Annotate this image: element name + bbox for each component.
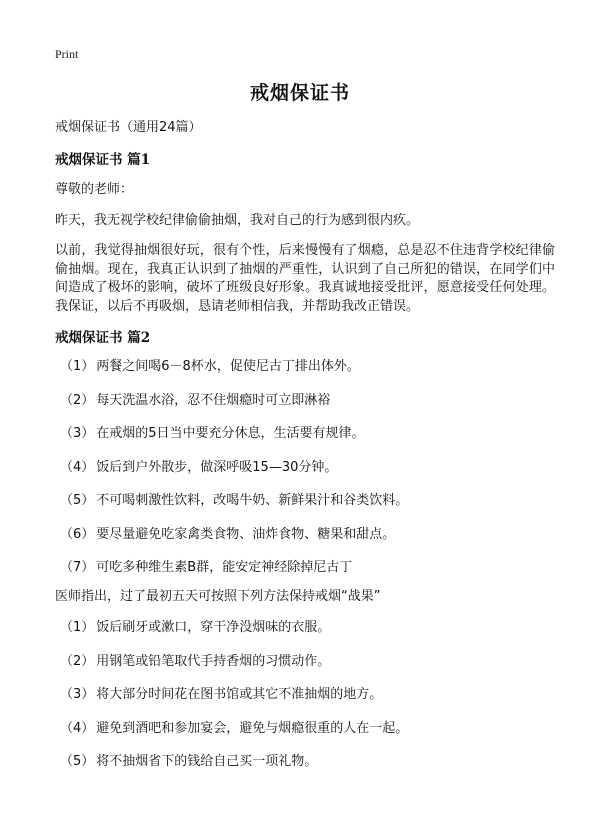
list-item-text: 可吃多种维生素B群，能安定神经除掉尼古丁 <box>96 560 353 575</box>
list-item-text: 将不抽烟省下的钱给自己买一项礼物。 <box>96 754 318 769</box>
list-item <box>55 559 555 577</box>
list-item-number: （1） <box>60 359 95 374</box>
list-item-number: （1） <box>60 620 95 635</box>
list-item-text: 要尽量避免吃家禽类食物、油炸食物、糖果和甜点。 <box>96 526 396 542</box>
list-item-text: 将大部分时间花在图书馆或其它不准抽烟的地方。 <box>96 687 383 702</box>
section-heading-2: 戒烟保证书 篇2 <box>55 330 151 346</box>
list-item-text: 不可喝刺激性饮料，改喝牛奶、新鲜果汁和谷类饮料。 <box>96 493 409 508</box>
document-subtitle: 戒烟保证书（通用24篇） <box>55 120 202 135</box>
list-item <box>55 619 555 637</box>
list-item-number: （5） <box>60 754 95 769</box>
section-heading-1: 戒烟保证书 篇1 <box>55 152 151 168</box>
list-item-number: （7） <box>60 560 95 575</box>
list-item-text: 饭后刷牙或漱口，穿干净没烟味的衣服。 <box>96 620 331 635</box>
doctor-note: 医师指出，过了最初五天可按照下列方法保持戒烟“战果” <box>55 589 381 604</box>
list-item-text: 在戒烟的5日当中要充分休息，生活要有规律。 <box>96 426 365 441</box>
list-item-number: （4） <box>60 720 95 736</box>
list-item-number: （3） <box>60 687 95 702</box>
list-item-number: （5） <box>60 493 95 508</box>
list-item <box>55 459 555 477</box>
paragraph-1: 昨天，我无视学校纪律偷偷抽烟，我对自己的行为感到很内疚。 <box>55 213 420 228</box>
list-item-text: 避免到酒吧和参加宴会，避免与烟瘾很重的人在一起。 <box>96 720 409 736</box>
list-item <box>55 653 555 671</box>
list-item-text: 饭后到户外散步，做深呼吸15—30分钟。 <box>96 459 338 475</box>
list-item <box>55 720 555 738</box>
list-item-number: （4） <box>60 459 95 475</box>
tips-list-1 <box>55 358 555 577</box>
list-item-number: （2） <box>60 653 95 669</box>
list-item-text: 每天洗温水浴，忍不住烟瘾时可立即淋裕 <box>96 392 331 408</box>
list-item <box>55 686 555 704</box>
list-item <box>55 492 555 510</box>
list-item <box>55 392 555 410</box>
list-item-number: （2） <box>60 392 95 408</box>
print-link[interactable]: Print <box>55 47 79 61</box>
list-item <box>55 358 555 376</box>
list-item-text: 用钢笔或铅笔取代手持香烟的习惯动作。 <box>96 653 331 669</box>
list-item <box>55 425 555 443</box>
list-item <box>55 753 555 771</box>
list-item-number: （6） <box>60 526 95 542</box>
document-body <box>55 119 555 787</box>
list-item-number: （3） <box>60 426 95 441</box>
list-item <box>55 526 555 544</box>
list-item-text: 两餐之间喝6－8杯水，促使尼古丁排出体外。 <box>96 359 360 374</box>
paragraph-2: 以前，我觉得抽烟很好玩，很有个性，后来慢慢有了烟瘾，总是忍不住违背学校纪律偷偷抽烟。现在，我真正认识到了抽烟的严重性，认识到了自己所犯的错误，在同学们中间造成了极坏的影响，破坏了班级良好形象。我真诚地接受批评，愿意接受任何处理。我保证，以后不再吸烟，恳请老师相信我，并帮助我改正错误。 <box>55 243 555 314</box>
salutation: 尊敬的老师： <box>55 182 134 197</box>
page-title: 戒烟保证书 <box>249 82 350 104</box>
tips-list-2 <box>55 619 555 771</box>
